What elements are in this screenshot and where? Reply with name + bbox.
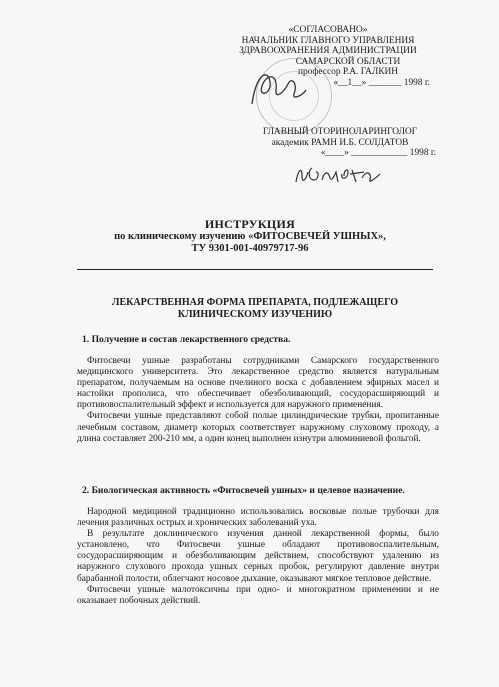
approval-agreed: «СОГЛАСОВАНО» <box>288 25 368 35</box>
part2-body <box>77 507 439 607</box>
approval-block-2 <box>240 127 440 159</box>
section-title-line1: ЛЕКАРСТВЕННАЯ ФОРМА ПРЕПАРАТА, ПОДЛЕЖАЩЕГО <box>112 297 398 308</box>
approval-line3: САМАРСКОЙ ОБЛАСТИ <box>295 56 401 67</box>
title-divider <box>77 269 433 270</box>
approval-line1: НАЧАЛЬНИК ГЛАВНОГО УПРАВЛЕНИЯ <box>241 35 415 46</box>
approval-line4: профессор Р.А. ГАЛКИН <box>297 67 399 78</box>
section-title-line2: КЛИНИЧЕСКОМУ ИЗУЧЕНИЮ <box>177 308 333 320</box>
title-line3: ТУ 9301-001-40979717-96 <box>191 243 309 254</box>
approval-date2: «____» ____________ 1998 г. <box>320 148 436 159</box>
part1-paragraph-2: Фитосвечи ушные представляют собой полые цилиндрические трубки, пропитанные лечебным составом, диаметр которых соответствует наружному слуховому проходу, а длина составляет 200-210 мм, а один конец выполнен изнутри алюминиевой фольгой. <box>77 411 439 444</box>
part2-heading: 2. Биологическая активность «Фитосвечей ушных» и целевое назначение. <box>82 485 405 496</box>
approval-line2: ЗДРАВООХРАНЕНИЯ АДМИНИСТРАЦИИ <box>239 46 417 57</box>
part1-heading: 1. Получение и состав лекарственного средства. <box>82 334 291 345</box>
title-main: ИНСТРУКЦИЯ <box>204 217 296 231</box>
section-title <box>77 297 433 320</box>
part2-paragraph-3: Фитосвечи ушные малотоксичны при одно- и многократном применении и не оказывает побочных действий. <box>77 584 439 606</box>
instruction-title <box>60 218 440 256</box>
part1-paragraph-1: Фитосвечи ушные разработаны сотрудниками Самарского государственного медицинского университета. Это лекарственное средство является натуральным препаратом, получаемым на основе пчелиного воска с добавлением эфирных масел и настойки прополиса, что обеспечивает обезболивающий, сосудорасширяющий и противовоспалительный эффект и используется для наружного применения. <box>77 356 439 411</box>
part2-paragraph-2: В результате доклинического изучения данной лекарственной формы, было установлено, что Фитосвечи ушные обладают противовоспалительным, сосудорасширяющим и обезболивающим действием, способствуют удалению из наружного слухового прохода ушных серных пробок, регулируют давление внутри барабанной полости, облегчают носовое дыхание, оказывают мягкое тепловое действие. <box>77 529 439 584</box>
part2-paragraph-1: Народной медициной традиционно использовались восковые полые трубочки для лечения различных острых и хронических заболеваний уха. <box>77 507 439 529</box>
signature-soldatov <box>292 162 382 193</box>
approval-chief: ГЛАВНЫЙ ОТОРИНОЛАРИНГОЛОГ <box>262 127 418 137</box>
part1-body <box>77 356 439 445</box>
approval-block <box>222 25 434 89</box>
approval-date1: «__1__» _______ 1998 г. <box>333 77 430 88</box>
approval-academic: академик РАМН И.Б. СОЛДАТОВ <box>271 137 409 148</box>
title-line2: по клиническому изучению «ФИТОСВЕЧЕЙ УШНЫХ», <box>114 230 386 242</box>
